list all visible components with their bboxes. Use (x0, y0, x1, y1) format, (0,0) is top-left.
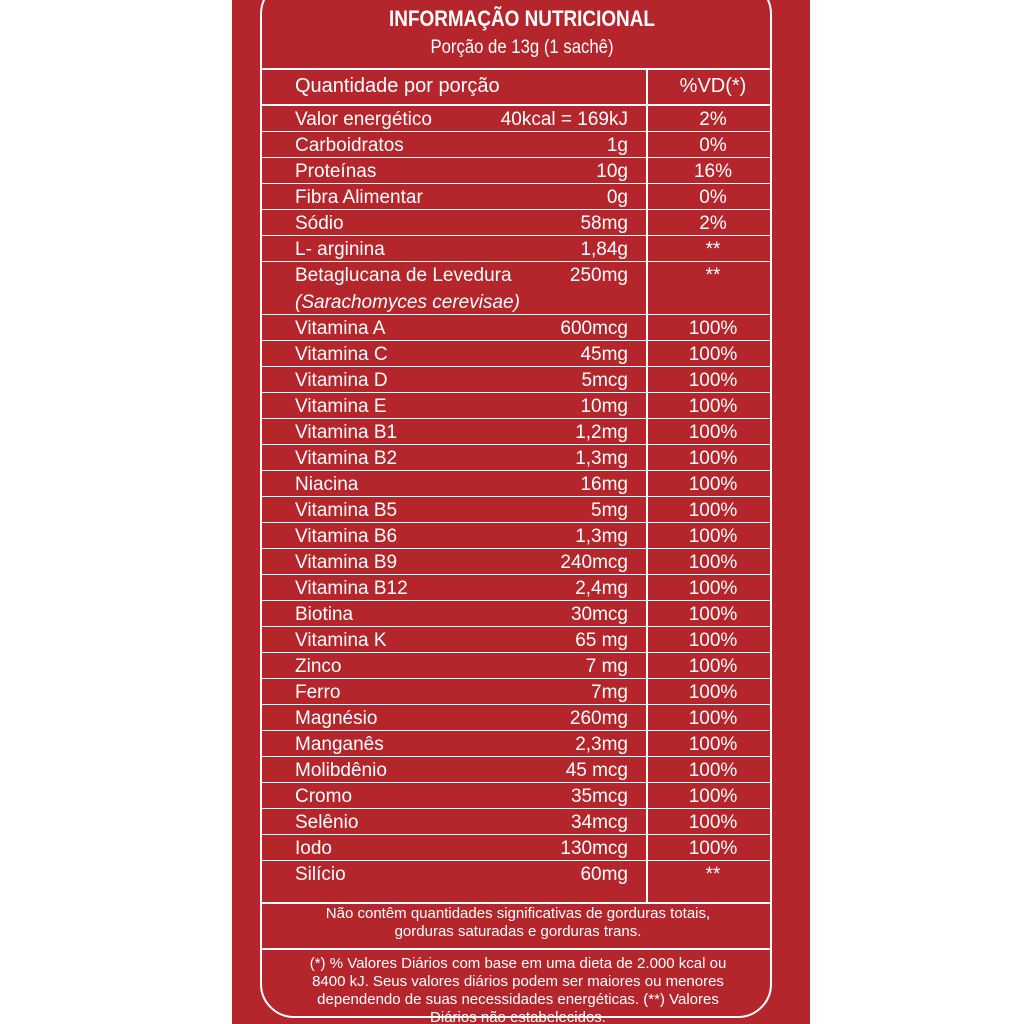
row-divider (262, 652, 772, 653)
nutrient-vd: 100% (688, 838, 738, 859)
daily-note-line: dependendo de suas necessidades energéticas. (**) Valores (317, 991, 719, 1008)
nutrient-name: Vitamina K (295, 630, 387, 651)
nutrient-name: Vitamina A (295, 318, 386, 339)
nutrient-name: Manganês (295, 734, 384, 755)
nutrient-row (232, 316, 810, 342)
nutrient-name: Sódio (295, 213, 344, 234)
row-divider (262, 157, 772, 158)
nutrient-amount: 30mcg (570, 604, 628, 625)
nutrient-name: Vitamina B1 (295, 422, 398, 443)
nutrient-vd: ** (705, 265, 721, 286)
nutrient-row (232, 680, 810, 706)
nutrient-subname: (Sarachomyces cerevisae) (295, 292, 520, 313)
row-divider (262, 235, 772, 236)
nutrient-amount: 1,3mg (575, 526, 628, 547)
divider (262, 902, 772, 904)
nutrient-name: Silício (295, 864, 346, 885)
nutrient-name: Ferro (295, 682, 341, 703)
nutrient-name: Magnésio (295, 708, 378, 729)
nutrient-row (232, 237, 810, 263)
nutrient-name: Vitamina B12 (295, 578, 408, 599)
nutrient-vd: 100% (688, 578, 738, 599)
nutrient-row (232, 550, 810, 576)
row-divider (262, 131, 772, 132)
nutrient-row (232, 159, 810, 185)
nutrient-amount: 1,3mg (575, 448, 628, 469)
divider (262, 948, 772, 950)
row-divider (262, 600, 772, 601)
row-divider (262, 782, 772, 783)
nutrient-amount: 1,2mg (575, 422, 628, 443)
table-header (232, 73, 810, 99)
nutrient-row (232, 784, 810, 810)
row-divider (262, 261, 772, 262)
nutrient-vd: 100% (688, 396, 738, 417)
nutrient-name: Carboidratos (295, 135, 404, 156)
nutrient-amount: 600mcg (560, 318, 628, 339)
nutrient-amount: 7mg (591, 682, 628, 703)
nutrient-row (232, 706, 810, 732)
nutrient-vd: 100% (688, 500, 738, 521)
row-divider (262, 574, 772, 575)
nutrient-vd: 100% (688, 812, 738, 833)
nutrient-row (232, 654, 810, 680)
row-divider (262, 860, 772, 861)
nutrient-amount: 1,84g (580, 239, 628, 260)
nutrient-vd: 100% (688, 448, 738, 469)
nutrient-amount: 10mg (580, 396, 628, 417)
nutrient-row (232, 107, 810, 133)
nutrient-row (232, 472, 810, 498)
nutrient-vd: ** (705, 239, 721, 260)
row-divider (262, 808, 772, 809)
nutrient-amount: 2,3mg (575, 734, 628, 755)
nutrient-name: Vitamina C (295, 344, 388, 365)
nutrient-amount: 2,4mg (575, 578, 628, 599)
nutrient-amount: 0g (606, 187, 628, 208)
nutrient-name: Iodo (295, 838, 332, 859)
row-divider (262, 548, 772, 549)
nutrient-amount: 65 mg (575, 630, 628, 651)
nutrient-amount: 5mg (591, 500, 628, 521)
nutrient-row (232, 133, 810, 159)
daily-note-line: (*) % Valores Diários com base em uma dieta de 2.000 kcal ou (309, 955, 727, 972)
nutrient-name: L- arginina (295, 239, 385, 260)
fats-note (268, 905, 768, 941)
nutrient-vd: 100% (688, 682, 738, 703)
fats-note-line: gorduras saturadas e gorduras trans. (394, 923, 642, 940)
nutrient-vd: 0% (699, 135, 727, 156)
nutrient-vd: 100% (688, 526, 738, 547)
nutrient-row (232, 498, 810, 524)
header-vd: %VD(*) (679, 75, 747, 97)
nutrient-row (232, 211, 810, 237)
nutrient-amount: 1g (606, 135, 628, 156)
row-divider (262, 470, 772, 471)
nutrient-vd: 100% (688, 552, 738, 573)
nutrient-vd: 100% (688, 422, 738, 443)
row-divider (262, 834, 772, 835)
nutrient-name: Vitamina D (295, 370, 388, 391)
nutrient-vd: 100% (688, 708, 738, 729)
label-title: INFORMAÇÃO NUTRICIONAL (389, 6, 655, 31)
nutrient-row (232, 368, 810, 394)
nutrient-amount: 16mg (580, 474, 628, 495)
nutrient-vd: 2% (699, 109, 727, 130)
row-divider (262, 626, 772, 627)
nutrient-amount: 250mg (569, 265, 628, 286)
nutrient-name: Biotina (295, 604, 354, 625)
nutrient-vd: 100% (688, 604, 738, 625)
row-divider (262, 340, 772, 341)
row-divider (262, 522, 772, 523)
nutrient-row (232, 758, 810, 784)
nutrient-vd: 100% (688, 786, 738, 807)
nutrient-name: Molibdênio (295, 760, 387, 781)
nutrient-vd: 100% (688, 656, 738, 677)
nutrient-vd: 100% (688, 344, 738, 365)
nutrition-label (232, 0, 810, 1024)
nutrient-amount: 35mcg (570, 786, 628, 807)
row-divider (262, 209, 772, 210)
nutrient-amount: 58mg (580, 213, 628, 234)
nutrient-row (232, 862, 810, 888)
nutrient-name: Valor energético (295, 109, 432, 130)
divider (262, 104, 772, 106)
row-divider (262, 730, 772, 731)
row-divider (262, 678, 772, 679)
serving-size: Porção de 13g (1 sachê) (430, 37, 614, 58)
header-quantity: Quantidade por porção (295, 75, 500, 97)
nutrient-amount: 45mg (580, 344, 628, 365)
nutrient-row (232, 732, 810, 758)
nutrient-name: Vitamina B6 (295, 526, 398, 547)
nutrient-name: Vitamina E (295, 396, 387, 417)
nutrient-name: Vitamina B5 (295, 500, 398, 521)
nutrient-row (232, 576, 810, 602)
nutrient-amount: 45 mcg (565, 760, 628, 781)
nutrient-name: Niacina (295, 474, 359, 495)
nutrient-amount: 5mcg (581, 370, 628, 391)
nutrient-row (232, 810, 810, 836)
nutrient-name: Zinco (295, 656, 342, 677)
daily-values-note (268, 955, 768, 1024)
nutrient-name: Cromo (295, 786, 353, 807)
divider (262, 68, 772, 70)
nutrient-name: Selênio (295, 812, 359, 833)
nutrient-row (232, 524, 810, 550)
row-divider (262, 366, 772, 367)
nutrient-vd: 100% (688, 370, 738, 391)
nutrient-row (232, 394, 810, 420)
nutrient-vd: 100% (688, 318, 738, 339)
nutrient-amount: 240mcg (560, 552, 628, 573)
nutrient-name: Fibra Alimentar (295, 187, 423, 208)
nutrient-vd: 100% (688, 630, 738, 651)
nutrient-row (232, 836, 810, 862)
row-divider (262, 183, 772, 184)
nutrient-amount: 7 mg (585, 656, 628, 677)
nutrient-name: Betaglucana de Levedura (295, 265, 512, 286)
nutrient-name: Proteínas (295, 161, 377, 182)
nutrient-vd: 0% (699, 187, 727, 208)
nutrient-vd: 100% (688, 734, 738, 755)
nutrient-vd: 100% (688, 474, 738, 495)
nutrient-name: Vitamina B9 (295, 552, 398, 573)
nutrient-amount: 130mcg (560, 838, 628, 859)
nutrient-amount: 34mcg (570, 812, 628, 833)
nutrient-name: Vitamina B2 (295, 448, 398, 469)
row-divider (262, 418, 772, 419)
nutrient-amount: 60mg (580, 864, 628, 885)
nutrient-amount: 40kcal = 169kJ (500, 109, 628, 130)
row-divider (262, 392, 772, 393)
row-divider (262, 314, 772, 315)
nutrient-vd: 16% (693, 161, 733, 182)
daily-note-line: Diários não estabelecidos. (430, 1009, 606, 1024)
row-divider (262, 704, 772, 705)
nutrient-row (232, 420, 810, 446)
nutrient-amount: 260mg (569, 708, 628, 729)
daily-note-line: 8400 kJ. Seus valores diários podem ser maiores ou menores (312, 973, 724, 990)
nutrient-amount: 10g (596, 161, 628, 182)
nutrient-row (232, 628, 810, 654)
nutrient-row (232, 342, 810, 368)
row-divider (262, 756, 772, 757)
nutrient-row (232, 446, 810, 472)
fats-note-line: Não contêm quantidades significativas de gorduras totais, (325, 905, 711, 922)
nutrient-vd: 2% (699, 213, 727, 234)
nutrient-row (232, 185, 810, 211)
row-divider (262, 444, 772, 445)
nutrient-vd: ** (705, 864, 721, 885)
nutrient-vd: 100% (688, 760, 738, 781)
nutrient-row (232, 602, 810, 628)
row-divider (262, 496, 772, 497)
nutrient-row (232, 263, 810, 289)
